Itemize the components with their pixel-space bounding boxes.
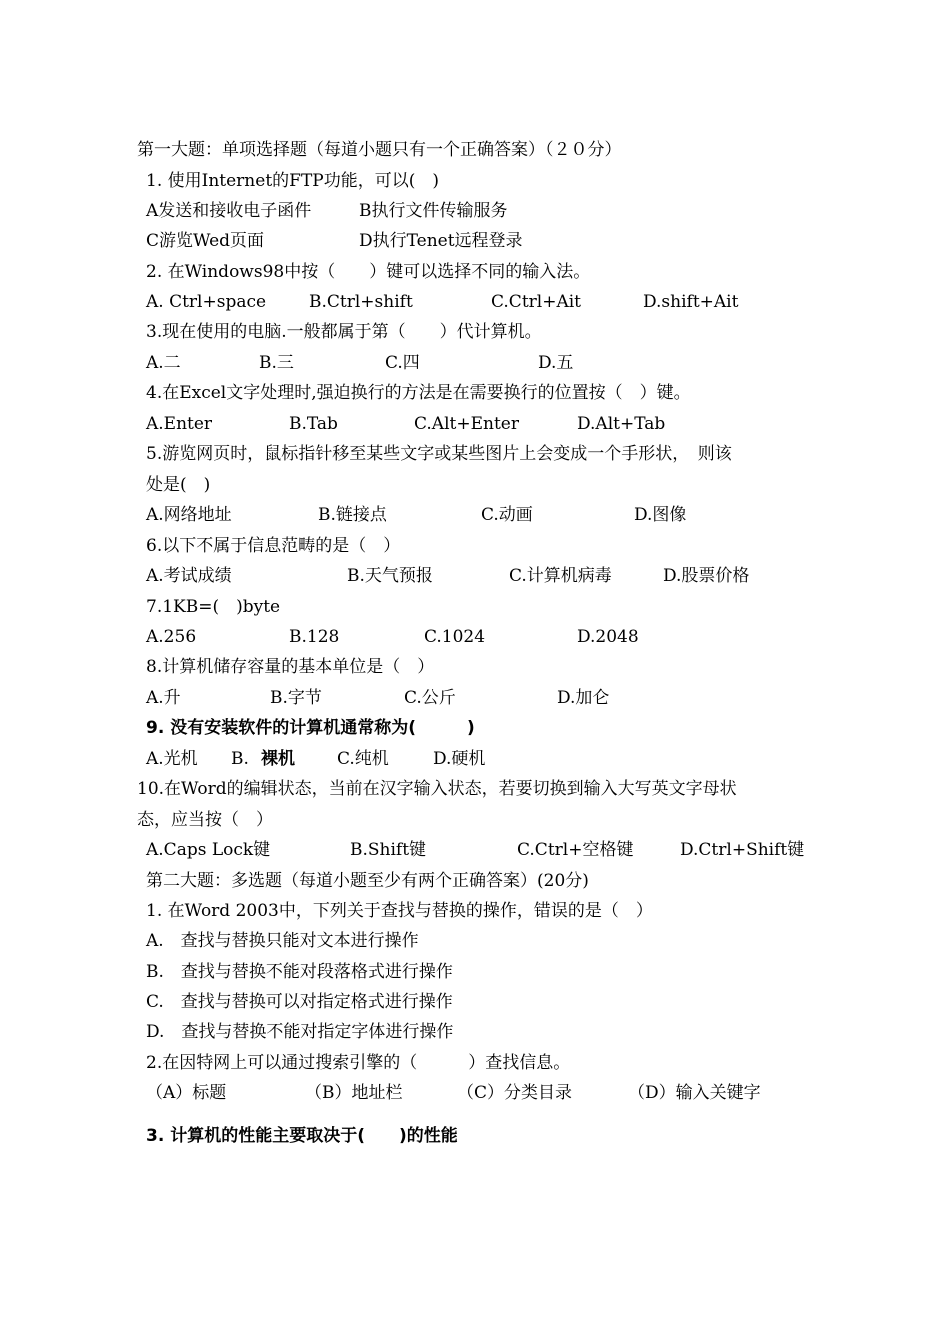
question-8-option-b: B.字节 bbox=[270, 688, 322, 708]
question-6-option-a: A.考试成绩 bbox=[146, 566, 232, 586]
question-5-option-b: B.链接点 bbox=[318, 505, 387, 525]
question-3-option-a: A.二 bbox=[146, 353, 181, 373]
question-10-option-d: D.Ctrl+Shift键 bbox=[680, 840, 805, 860]
question-8-option-d: D.加仑 bbox=[557, 688, 610, 708]
question-4-option-b: B.Tab bbox=[289, 414, 338, 434]
question-4-option-a: A.Enter bbox=[146, 414, 213, 434]
question-8-option-a: A.升 bbox=[146, 688, 181, 708]
section1-header: 第一大题：单项选择题（每道小题只有一个正确答案）（２０分） bbox=[137, 140, 622, 160]
question-5-stem: 5.游览网页时，鼠标指针移至某些文字或某些图片上会变成一个手形状， 则该 bbox=[146, 444, 732, 464]
question-7-option-b: B.128 bbox=[289, 627, 340, 647]
question-2-option-a: A. Ctrl+space bbox=[146, 292, 267, 312]
question-10-option-a: A.Caps Lock键 bbox=[146, 840, 271, 860]
question-2-stem: 2. 在Windows98中按（ ）键可以选择不同的输入法。 bbox=[146, 262, 591, 282]
question-7-option-a: A.256 bbox=[146, 627, 197, 647]
s2-question-2-option-d: （D）输入关键字 bbox=[628, 1083, 761, 1103]
question-1-option-a: A发送和接收电子函件 bbox=[146, 201, 312, 221]
s2-question-2-option-c: （C）分类目录 bbox=[457, 1083, 573, 1103]
question-7-option-c: C.1024 bbox=[424, 627, 486, 647]
question-1-option-d: D执行Tenet远程登录 bbox=[359, 231, 523, 251]
question-2-option-b: B.Ctrl+shift bbox=[309, 292, 413, 312]
question-9-option-b-label: B. bbox=[231, 749, 249, 769]
question-10-option-c: C.Ctrl+空格键 bbox=[517, 840, 634, 860]
question-8-option-c: C.公斤 bbox=[404, 688, 456, 708]
question-9-option-c: C.纯机 bbox=[337, 749, 389, 769]
section2-header: 第二大题：多选题（每道小题至少有两个正确答案）(20分) bbox=[146, 871, 589, 891]
question-7-stem: 7.1KB=( )byte bbox=[146, 597, 281, 617]
question-10-stem-cont: 态，应当按（ ） bbox=[137, 810, 273, 830]
question-6-stem: 6.以下不属于信息范畴的是（ ） bbox=[146, 536, 401, 556]
question-4-stem: 4.在Excel文字处理时,强迫换行的方法是在需要换行的位置按（ ）键。 bbox=[146, 383, 691, 403]
question-9-option-d: D.硬机 bbox=[433, 749, 486, 769]
question-6-option-b: B.天气预报 bbox=[347, 566, 433, 586]
question-7-option-d: D.2048 bbox=[577, 627, 639, 647]
s2-question-2-option-a: （A）标题 bbox=[146, 1083, 227, 1103]
question-9-stem: 9. 没有安装软件的计算机通常称为( ) bbox=[146, 718, 475, 738]
question-2-option-d: D.shift+Ait bbox=[643, 292, 739, 312]
question-1-option-c: C游览Wed页面 bbox=[146, 231, 265, 251]
s2-question-1-option-b: B. 查找与替换不能对段落格式进行操作 bbox=[146, 962, 453, 982]
question-3-option-c: C.四 bbox=[385, 353, 420, 373]
question-3-option-b: B.三 bbox=[259, 353, 294, 373]
question-2-option-c: C.Ctrl+Ait bbox=[491, 292, 581, 312]
s2-question-2-option-b: （B）地址栏 bbox=[305, 1083, 403, 1103]
question-5-option-c: C.动画 bbox=[481, 505, 533, 525]
question-9-option-b: 裸机 bbox=[261, 749, 295, 769]
s2-question-1-option-a: A. 查找与替换只能对文本进行操作 bbox=[146, 931, 419, 951]
question-3-option-d: D.五 bbox=[538, 353, 574, 373]
s2-question-1-option-c: C. 查找与替换可以对指定格式进行操作 bbox=[146, 992, 453, 1012]
question-8-stem: 8.计算机储存容量的基本单位是（ ） bbox=[146, 657, 435, 677]
question-1-stem: 1. 使用Internet的FTP功能，可以( ) bbox=[146, 171, 439, 191]
s2-question-1-stem: 1. 在Word 2003中，下列关于查找与替换的操作，错误的是（ ） bbox=[146, 901, 653, 921]
question-3-stem: 3.现在使用的电脑.一般都属于第（ ）代计算机。 bbox=[146, 322, 542, 342]
question-4-option-c: C.Alt+Enter bbox=[414, 414, 519, 434]
question-1-option-b: B执行文件传输服务 bbox=[359, 201, 508, 221]
question-9-option-a: A.光机 bbox=[146, 749, 198, 769]
question-5-option-a: A.网络地址 bbox=[146, 505, 232, 525]
question-10-option-b: B.Shift键 bbox=[350, 840, 427, 860]
s2-question-1-option-d: D. 查找与替换不能对指定字体进行操作 bbox=[146, 1022, 454, 1042]
question-4-option-d: D.Alt+Tab bbox=[577, 414, 666, 434]
question-6-option-d: D.股票价格 bbox=[663, 566, 750, 586]
s2-question-3-stem: 3. 计算机的性能主要取决于( )的性能 bbox=[146, 1126, 458, 1146]
question-10-stem: 10.在Word的编辑状态，当前在汉字输入状态，若要切换到输入大写英文字母状 bbox=[137, 779, 737, 799]
question-5-stem-cont: 处是( ) bbox=[146, 475, 211, 495]
s2-question-2-stem: 2.在因特网上可以通过搜索引擎的（ ）查找信息。 bbox=[146, 1053, 571, 1073]
question-5-option-d: D.图像 bbox=[634, 505, 687, 525]
question-6-option-c: C.计算机病毒 bbox=[509, 566, 612, 586]
